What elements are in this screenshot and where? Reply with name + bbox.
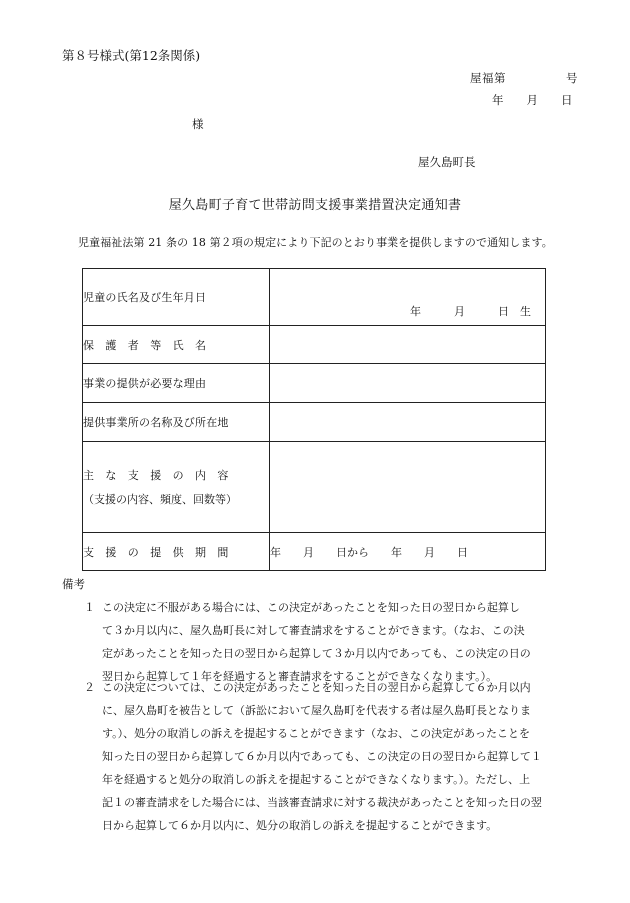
row-label-support-content: 主 な 支 援 の 内 容 （支援の内容、頻度、回数等） xyxy=(83,442,270,533)
table-row xyxy=(83,269,546,326)
issuer: 屋久島町長 xyxy=(418,155,476,169)
note-1: この決定に不服がある場合には、この決定があったことを知った日の翌日から起算し て３か月以内に、屋久島町長に対して審査請求をすることができます。（なお、この決 定があったことを知った日の翌日から起算して３か月以内であっても、この決定の日の 翌日から起算して１年を経過すると審査請求をすることができなくなります。）。 xyxy=(102,601,531,683)
table-row xyxy=(83,442,546,533)
intro-text: 児童福祉法第 21 条の 18 第２項の規定により下記のとおり事業を提供しますので通知します。 xyxy=(78,236,553,249)
row-value-guardian xyxy=(270,326,546,364)
notice-table xyxy=(82,268,546,571)
row-sublabel-support-content: （支援の内容、頻度、回数等） xyxy=(83,493,237,506)
row-label-child: 児童の氏名及び生年月日 xyxy=(83,269,270,326)
row-value-period: 年 月 日から 年 月 日 xyxy=(270,533,546,571)
addressee: 様 xyxy=(192,117,204,131)
row-value-provider xyxy=(270,403,546,442)
row-label-provider: 提供事業所の名称及び所在地 xyxy=(83,403,270,442)
table-row xyxy=(83,326,546,364)
row-label-reason: 事業の提供が必要な理由 xyxy=(83,364,270,403)
row-label-period: 支 援 の 提 供 期 間 xyxy=(83,533,270,571)
form-number: 第８号様式(第12条関係) xyxy=(62,48,201,63)
notes-heading: 備考 xyxy=(62,577,85,591)
note-number-2: ２ xyxy=(84,681,95,694)
document-title: 屋久島町子育て世帯訪問支援事業措置決定通知書 xyxy=(168,198,462,213)
reference-number: 屋福第 号 xyxy=(470,71,578,85)
row-value-support-content xyxy=(270,442,546,533)
table-row xyxy=(83,364,546,403)
table-row xyxy=(83,403,546,442)
table-row xyxy=(83,533,546,571)
row-value-reason xyxy=(270,364,546,403)
note-2: この決定については、この決定があったことを知った日の翌日から起算して６か月以内 に、屋久島町を被告として（訴訟において屋久島町を代表する者は屋久島町長となりま す。）、処分の取消しの訴えを提起することができます（なお、この決定があったことを 知った日の翌日から起算して６か月以内であっても、この決定の日の翌日から起算して１ 年を経過すると処分の取消しの訴えを提起することができなくなります。）。ただし、上 記１の審査請求をした場合には、当該審査請求に対する裁決があったことを知った日の翌 日から起算して６か月以内に、処分の取消しの訴えを提起することができます。 xyxy=(102,681,542,832)
row-label-guardian: 保 護 者 等 氏 名 xyxy=(83,326,270,364)
issue-date: 年 月 日 xyxy=(492,93,573,107)
row-value-child: 年 月 日 生 xyxy=(270,269,546,326)
note-number-1: １ xyxy=(84,601,95,614)
